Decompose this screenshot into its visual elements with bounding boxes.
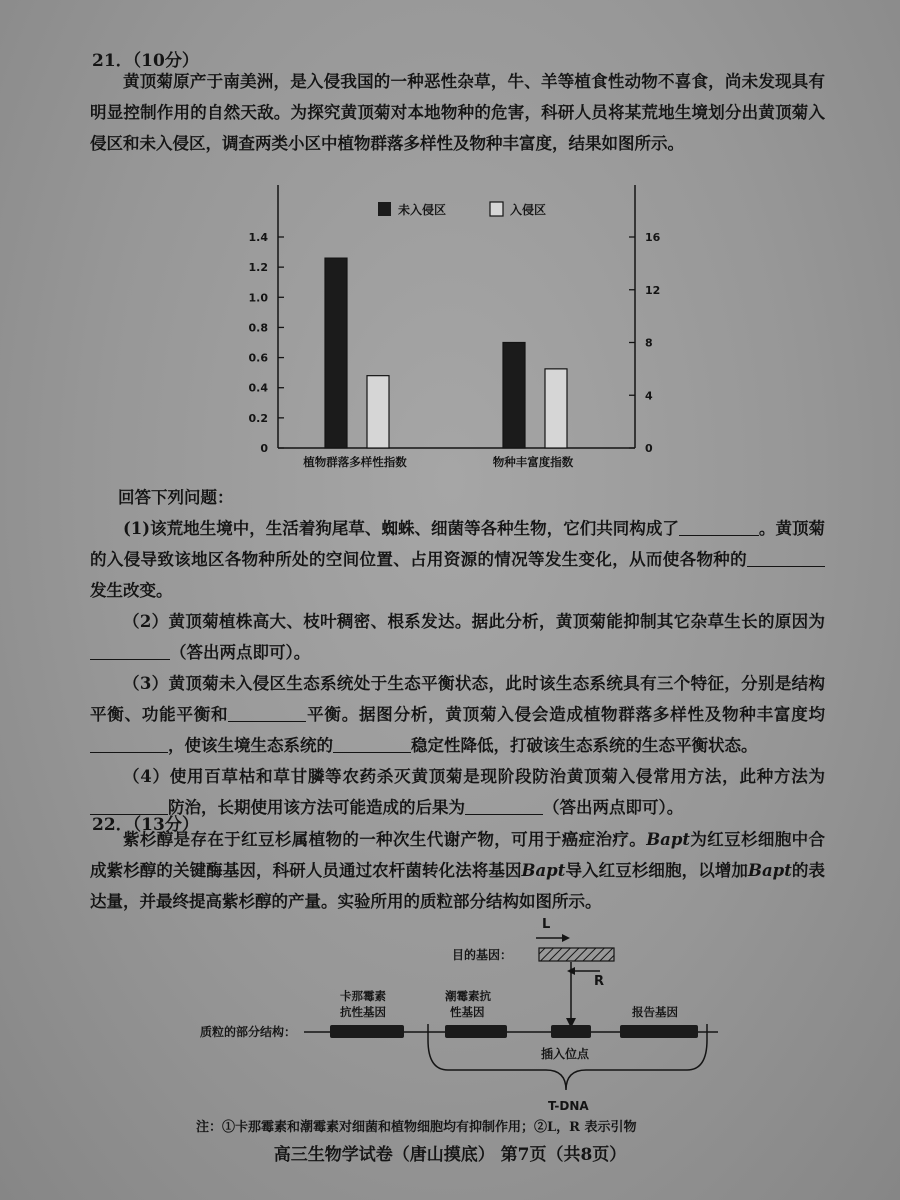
left-tick-label: 0.2 bbox=[248, 411, 268, 425]
legend-label-uninvaded: 未入侵区 bbox=[398, 203, 447, 217]
category-label: 物种丰富度指数 bbox=[492, 455, 574, 469]
target-gene-label: 目的基因： bbox=[452, 948, 513, 962]
left-tick-label: 0.6 bbox=[248, 351, 268, 365]
left-tick-label: 0 bbox=[260, 442, 268, 455]
q21-p4c: （答出两点即可）。 bbox=[543, 798, 684, 817]
bar-invaded-1 bbox=[367, 376, 389, 448]
answer-blank-5[interactable] bbox=[90, 736, 168, 754]
left-tick-label: 1.0 bbox=[248, 291, 268, 305]
gene-name-1: Bapt bbox=[646, 830, 690, 849]
answer-blank-2[interactable] bbox=[747, 550, 825, 568]
legend-swatch-uninvaded bbox=[378, 202, 391, 216]
q21-header: 21．（10分） bbox=[92, 51, 199, 71]
q21-p4a: （4）使用百草枯和草甘膦等农药杀灭黄顶菊是现阶段防治黄顶菊入侵常用方法，此种方法为 bbox=[123, 767, 825, 786]
right-tick-label: 8 bbox=[645, 336, 653, 350]
answer-blank-4[interactable] bbox=[228, 705, 306, 723]
answer-blank-6[interactable] bbox=[333, 736, 411, 754]
q21-p1b: 。黄顶菊的入侵导致该地区各物种所处的空间位置、占用资源的情况等发生变化，从而使各物种的 bbox=[90, 519, 825, 569]
hyg-gene-label-2: 性基因 bbox=[450, 1005, 485, 1019]
answer-blank-1[interactable] bbox=[679, 519, 759, 537]
left-tick-label: 0.4 bbox=[248, 381, 268, 395]
q21-p1c: 发生改变。 bbox=[90, 581, 173, 600]
q21-p3b: 平衡。据图分析，黄顶菊入侵会造成植物群落多样性及物种丰富度均 bbox=[306, 705, 826, 724]
q21-intro: 黄顶菊原产于南美洲，是入侵我国的一种恶性杂草，牛、羊等植食性动物不喜食，尚未发现具有明显控制作用的自然天敌。为探究黄顶菊对本地物种的危害，科研人员将某荒地生境划分出黄顶菊入侵区和未入侵区，调查两类小区中植物群落多样性及物种丰富度，结果如图所示。 bbox=[90, 72, 825, 153]
q22-intro-d: 的表达量，并最终提高紫杉醇的产量。实验所用的质粒部分结构如图所示。 bbox=[90, 861, 826, 911]
q22-intro-a: 紫杉醇是存在于红豆杉属植物的一种次生代谢产物，可用于癌症治疗。 bbox=[123, 830, 647, 849]
left-tick-label: 1.2 bbox=[248, 261, 268, 275]
right-tick-label: 4 bbox=[645, 389, 653, 403]
left-tick-label: 0.8 bbox=[248, 321, 268, 335]
bar-uninvaded-2 bbox=[503, 343, 525, 449]
plasmid-label: 质粒的部分结构： bbox=[200, 1025, 297, 1039]
right-tick-label: 16 bbox=[645, 231, 661, 244]
q21-p3d: 稳定性降低，打破该生态系统的生态平衡状态。 bbox=[411, 736, 758, 755]
right-tick-label: 0 bbox=[645, 442, 653, 455]
hyg-gene-label-1: 潮霉素抗 bbox=[445, 989, 491, 1003]
left-tick-label: 1.4 bbox=[248, 231, 268, 244]
figure-note: 注：①卡那霉素和潮霉素对细菌和植物细胞均有抑制作用；②L，R 表示引物 bbox=[196, 1120, 637, 1135]
hyg-gene-bar bbox=[445, 1025, 507, 1038]
q21-part4 bbox=[90, 761, 825, 823]
tdna-label: T-DNA bbox=[548, 1099, 589, 1113]
q21-part1 bbox=[90, 513, 825, 606]
q21-part3 bbox=[90, 668, 825, 761]
q22-intro-b: 为红豆杉细胞中合成紫杉醇的关键酶基因，科研人员通过农杆菌转化法将基因 bbox=[90, 830, 826, 880]
bar-chart bbox=[220, 180, 670, 480]
q21-part2 bbox=[90, 606, 825, 668]
gene-name-3: Bapt bbox=[748, 861, 792, 880]
page-footer: 高三生物学试卷（唐山摸底） 第7页（共8页） bbox=[273, 1145, 627, 1165]
reporter-gene-label: 报告基因 bbox=[632, 1005, 678, 1019]
q21-p1a: (1)该荒地生境中，生活着狗尾草、蜘蛛、细菌等各种生物，它们共同构成了 bbox=[123, 519, 679, 538]
right-tick-label: 12 bbox=[645, 283, 661, 297]
category-label: 植物群落多样性指数 bbox=[303, 455, 407, 469]
q22-intro-c: 导入红豆杉细胞，以增加 bbox=[565, 861, 749, 880]
legend-swatch-invaded bbox=[490, 202, 503, 216]
bar-invaded-2 bbox=[545, 369, 567, 448]
primer-r-label: R bbox=[594, 974, 605, 989]
q21-p3c: ，使该生境生态系统的 bbox=[168, 736, 333, 755]
gene-name-2: Bapt bbox=[521, 861, 566, 880]
primer-l-arrowhead bbox=[562, 934, 570, 942]
insertion-site-label: 插入位点 bbox=[541, 1047, 590, 1061]
q22-intro bbox=[90, 824, 825, 917]
kan-gene-label-2: 抗性基因 bbox=[340, 1005, 386, 1019]
target-gene-bar bbox=[539, 948, 614, 961]
kan-gene-label-1: 卡那霉素 bbox=[340, 989, 386, 1003]
answer-blank-8[interactable] bbox=[465, 798, 543, 816]
plasmid-diagram bbox=[190, 912, 750, 1122]
answer-prompt: 回答下列问题： bbox=[118, 488, 234, 507]
bar-uninvaded-1 bbox=[325, 258, 347, 448]
q21-p2b: （答出两点即可）。 bbox=[170, 643, 311, 662]
answer-blank-3[interactable] bbox=[90, 643, 170, 661]
insertion-site-bar bbox=[551, 1025, 591, 1038]
reporter-gene-bar bbox=[620, 1025, 698, 1038]
q21-p3a: （3）黄顶菊未入侵区生态系统处于生态平衡状态，此时该生态系统具有三个特征，分别是结构平衡、功能平衡和 bbox=[90, 674, 825, 724]
legend-label-invaded: 入侵区 bbox=[510, 203, 547, 217]
q22-header: 22．（13分） bbox=[92, 815, 199, 835]
kan-gene-bar bbox=[330, 1025, 404, 1038]
q21-p2a: （2）黄顶菊植株高大、枝叶稠密、根系发达。据此分析，黄顶菊能抑制其它杂草生长的原因为 bbox=[123, 612, 825, 631]
q21-p4b: 防治，长期使用该方法可能造成的后果为 bbox=[168, 798, 465, 817]
primer-l-label: L bbox=[542, 917, 551, 932]
